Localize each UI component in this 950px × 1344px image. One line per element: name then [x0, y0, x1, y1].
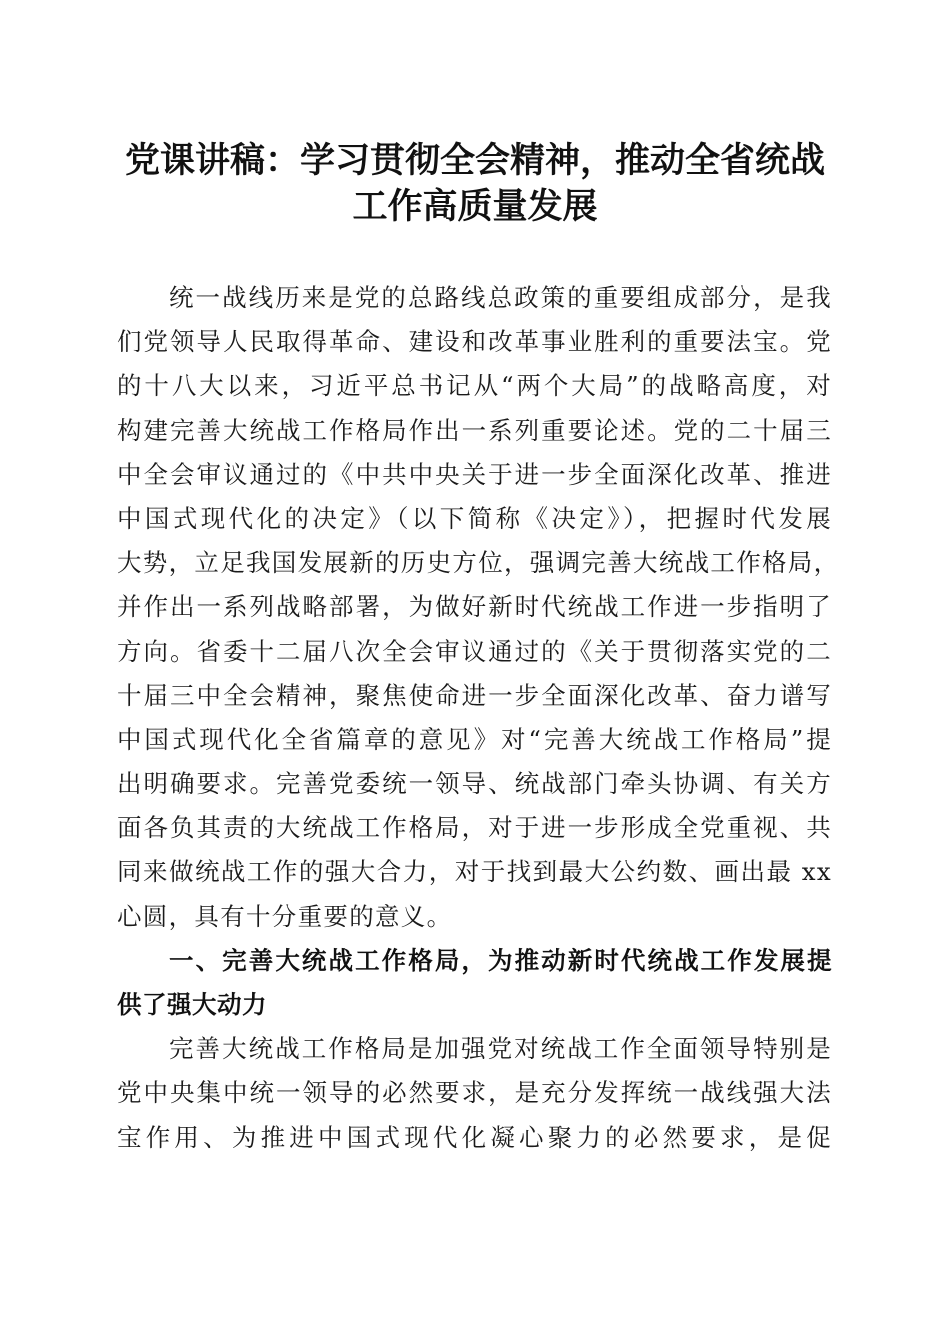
- paragraph-line: 中全会审议通过的《中共中央关于进一步全面深化改革、推进: [117, 459, 832, 489]
- paragraph-line: 完善大统战工作格局是加强党对统战工作全面领导特别是: [169, 1034, 832, 1064]
- paragraph-line: 们党领导人民取得革命、建设和改革事业胜利的重要法宝。党: [117, 327, 832, 357]
- document-body: [117, 276, 840, 1160]
- section-heading-1: [117, 939, 832, 1027]
- paragraph-line: 党中央集中统一领导的必然要求，是充分发挥统一战线强大法: [117, 1078, 832, 1108]
- paragraph-line: 统一战线历来是党的总路线总政策的重要组成部分，是我: [169, 283, 832, 312]
- paragraph-line: 中国式现代化全省篇章的意见》对“完善大统战工作格局”提: [117, 724, 832, 754]
- paragraph-section-1: [117, 1027, 832, 1160]
- document-title-line-1: 党课讲稿：学习贯彻全会精神，推动全省统战: [124, 140, 825, 181]
- document-title-line-2: 工作高质量发展: [352, 186, 598, 227]
- section-heading-line: 供了强大动力: [117, 990, 267, 1019]
- paragraph-line: 并作出一系列战略部署，为做好新时代统战工作进一步指明了: [117, 592, 832, 622]
- section-heading-line: 一、完善大统战工作格局，为推动新时代统战工作发展提: [169, 945, 832, 975]
- paragraph-line: 出明确要求。完善党委统一领导、统战部门牵头协调、有关方: [117, 769, 832, 799]
- paragraph-line: 中国式现代化的决定》（以下简称《决定》），把握时代发展: [117, 503, 832, 533]
- paragraph-line: 宝作用、为推进中国式现代化凝心聚力的必然要求，是促: [117, 1122, 832, 1152]
- paragraph-line: 十届三中全会精神，聚焦使命进一步全面深化改革、奋力谱写: [117, 680, 832, 710]
- paragraph-intro: [117, 276, 840, 939]
- paragraph-line: 面各负其责的大统战工作格局，对于进一步形成全党重视、共: [117, 813, 832, 843]
- paragraph-line: 大势，立足我国发展新的历史方位，强调完善大统战工作格局，: [117, 548, 840, 578]
- paragraph-line: 同来做统战工作的强大合力，对于找到最大公约数、画出最 xx: [117, 857, 832, 887]
- paragraph-line: 构建完善大统战工作格局作出一系列重要论述。党的二十届三: [117, 415, 832, 445]
- paragraph-line: 方向。省委十二届八次全会审议通过的《关于贯彻落实党的二: [117, 636, 832, 666]
- paragraph-line: 的十八大以来，习近平总书记从“两个大局”的战略高度，对: [117, 371, 832, 401]
- paragraph-line: 心圆，具有十分重要的意义。: [117, 901, 453, 931]
